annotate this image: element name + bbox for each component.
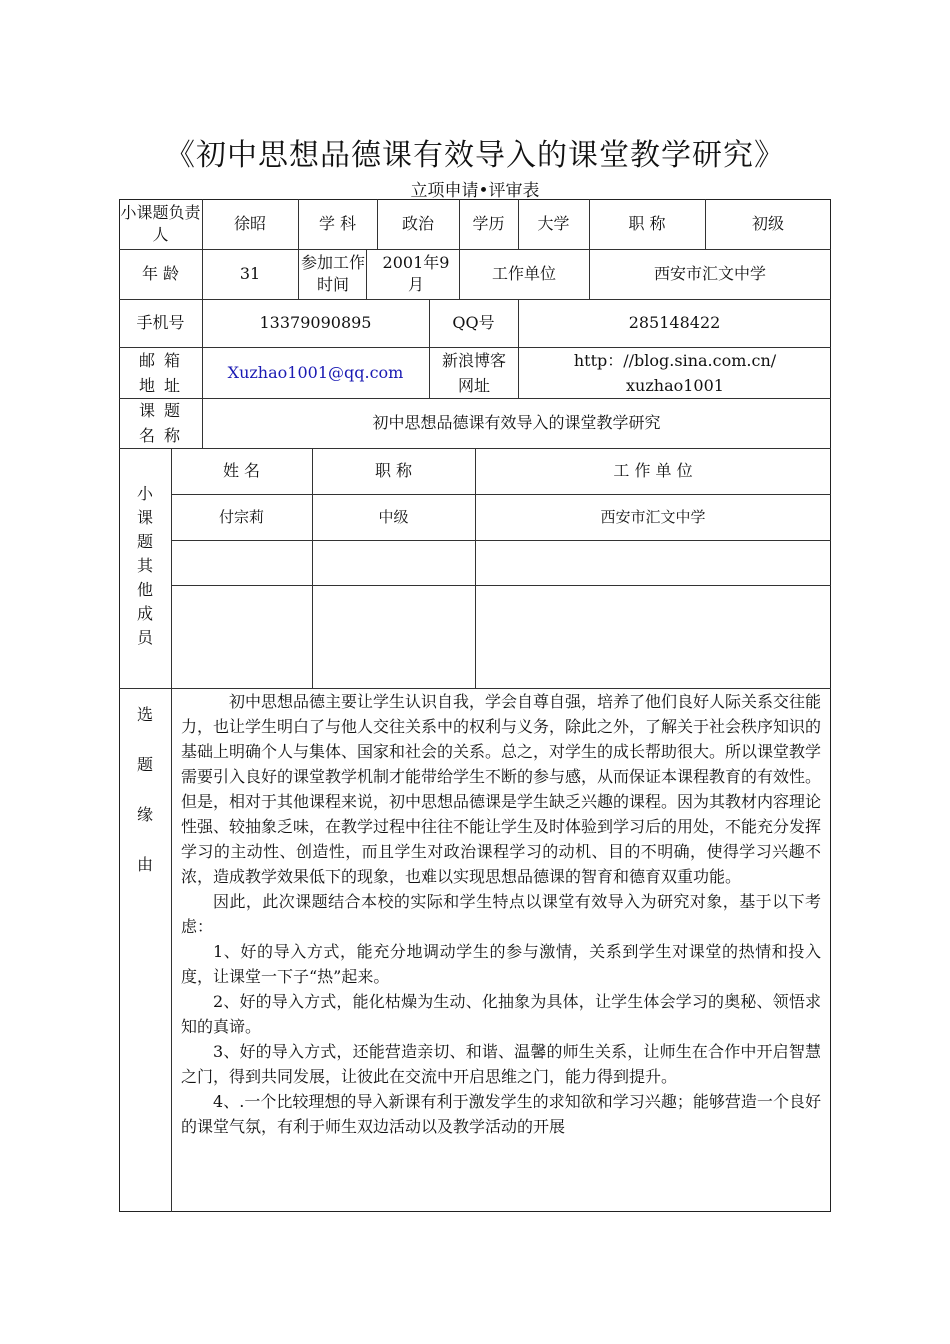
phone-label: 手机号: [136, 313, 185, 332]
subject-value: 政治: [401, 214, 434, 233]
member-unit: [475, 585, 831, 688]
member-unit-header: 工 作 单 位: [613, 461, 693, 480]
subject-label: 学 科: [318, 214, 357, 233]
reason-paragraph: 初中思想品德主要让学生认识自我，学会自尊自强，培养了他们良好人际关系交往能力，也让学生明白了与他人交往关系中的权利与义务，除此之外，了解关于社会秩序知识的基础上明确个人与集体、国家和社会的关系。总之，对学生的成长帮助很大。所以课堂教学需要引入良好的课堂教学机制才能带给学生不断的参与感，从而保证本课程教育的有效性。但是，相对于其他课程来说，初中思想品德课是学生缺乏兴趣的课程。因为其教材内容理论性强、较抽象乏味，在教学过程中往往不能让学生及时体验到学习后的用处，不能充分发挥学习的主动性、创造性，而且学生对政治课程学习的动机、目的不明确，使得学习兴趣不浓，造成教学效果低下的现象，也难以实现思想品德课的智育和德育双重功能。: [181, 692, 822, 886]
education-label: 学历: [472, 214, 505, 233]
topic-value: 初中思想品德课有效导入的课堂教学研究: [372, 413, 661, 432]
phone-value: 13379090895: [259, 313, 372, 332]
qq-label: QQ号: [452, 313, 495, 332]
topic-label: 课 题 名 称: [138, 401, 183, 445]
blog-value[interactable]: http：//blog.sina.com.cn/ xuzhao1001: [573, 350, 777, 395]
members-side-label: 小 课 题 其 他 成 员: [136, 484, 153, 647]
member-title: [312, 585, 475, 688]
start-work-value: 2001年9月: [382, 253, 450, 294]
member-unit: [475, 540, 831, 585]
work-unit-value: 西安市汇文中学: [653, 264, 766, 283]
member-name: 付宗莉: [218, 508, 264, 526]
leader-label: 小课题负责人: [120, 203, 201, 244]
member-name: [171, 585, 312, 688]
reason-paragraph: 4、.一个比较理想的导入新课有利于激发学生的求知欲和学习兴趣；能够营造一个良好的课堂气氛，有利于师生双边活动以及教学活动的开展: [181, 1092, 821, 1136]
leader-value: 徐昭: [233, 214, 266, 233]
reason-body: [181, 689, 821, 1139]
education-value: 大学: [537, 214, 570, 233]
start-work-label: 参加工作时间: [300, 253, 365, 294]
reason-paragraph: 2、好的导入方式，能化枯燥为生动、化抽象为具体，让学生体会学习的奥秘、领悟求知的真谛。: [181, 992, 821, 1036]
work-unit-label: 工作单位: [491, 264, 556, 283]
member-name: [171, 540, 312, 585]
age-label: 年 龄: [141, 264, 180, 283]
title-value: 初级: [751, 214, 784, 233]
reason-paragraph: 1、好的导入方式，能充分地调动学生的参与激情，关系到学生对课堂的热情和投入度，让课堂一下子“热”起来。: [181, 942, 821, 986]
document-subtitle: 立项申请•评审表: [410, 181, 540, 201]
col-divider: [366, 249, 367, 299]
blog-label: 新浪博客网址: [441, 350, 506, 395]
email-value[interactable]: Xuzhao1001@qq.com: [227, 362, 404, 382]
title-label: 职 称: [628, 214, 666, 233]
reason-side-label: 选 题 缘 由: [136, 705, 153, 874]
reason-paragraph: 3、好的导入方式，还能营造亲切、和谐、温馨的师生关系，让师生在合作中开启智慧之门，得到共同发展，让彼此在交流中开启思维之门，能力得到提升。: [181, 1042, 821, 1086]
member-title: 中级: [378, 508, 409, 526]
reason-paragraph: 因此，此次课题结合本校的实际和学生特点以课堂有效导入为研究对象，基于以下考虑：: [181, 892, 821, 936]
document-title: 《初中思想品德课有效导入的课堂教学研究》: [165, 138, 785, 173]
age-value: 31: [239, 264, 261, 283]
member-name-header: 姓 名: [222, 461, 261, 480]
member-title-header: 职 称: [374, 461, 413, 480]
email-label: 邮 箱 地 址: [138, 350, 183, 395]
member-unit: 西安市汇文中学: [600, 508, 706, 526]
member-title: [312, 540, 475, 585]
qq-value: 285148422: [628, 313, 721, 332]
